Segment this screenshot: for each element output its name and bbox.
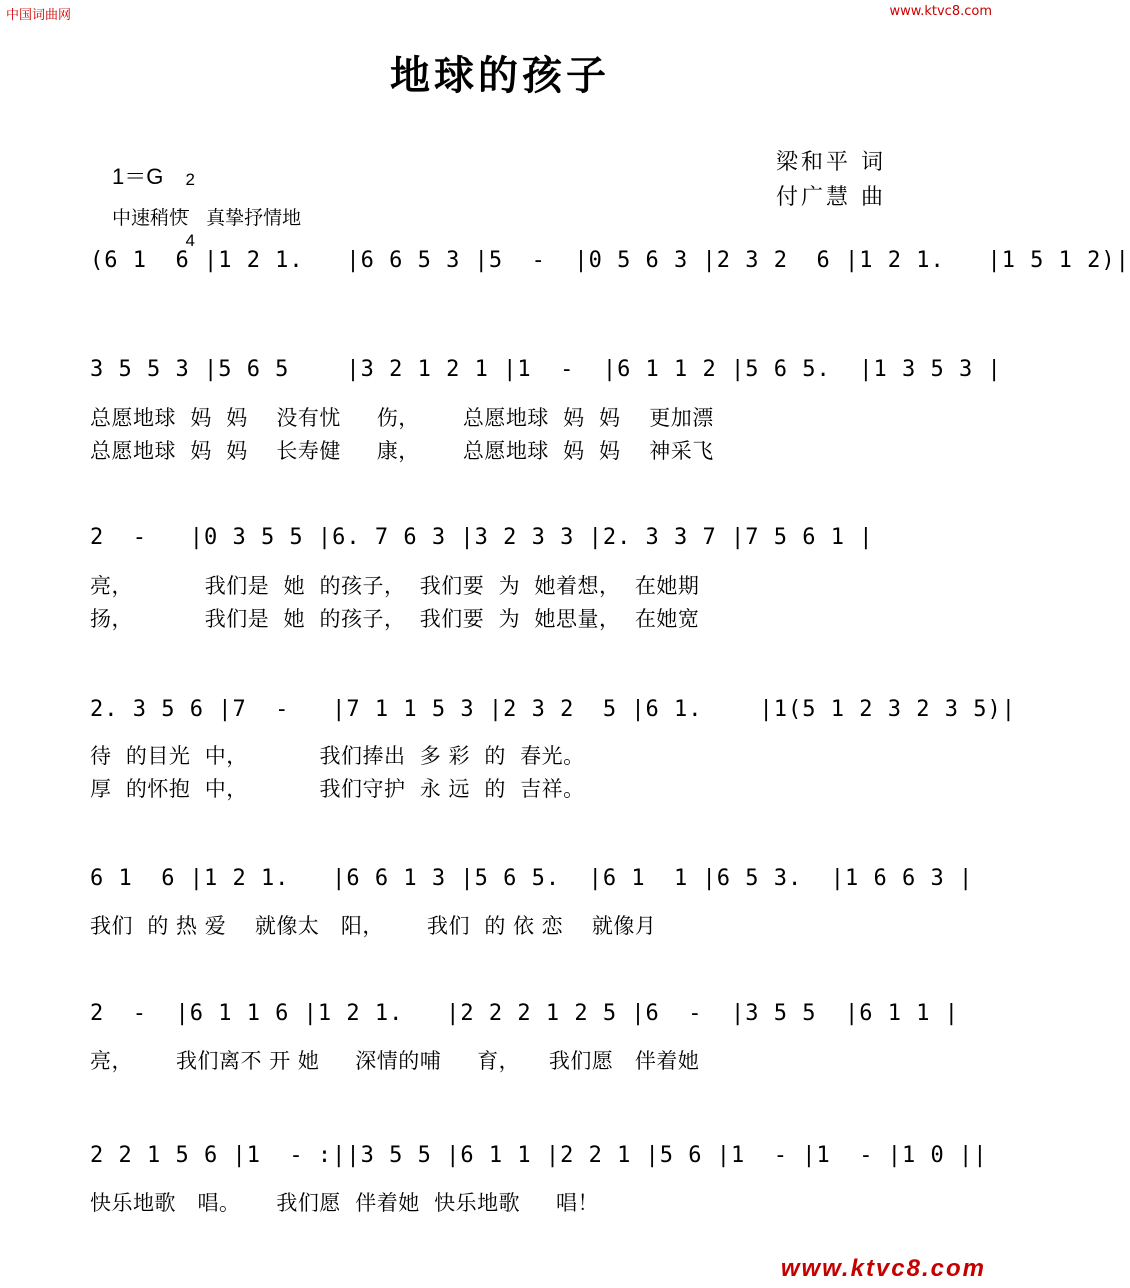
composer-credit: 付广慧 曲 bbox=[776, 185, 886, 210]
song-title: 地球的孩子 bbox=[390, 52, 610, 99]
notation-line-4: 2. 3 5 6 |7 - |7 1 1 5 3 |2 3 2 5 |6 1. |1(5 1 2 3 2 3 5)| bbox=[90, 697, 1016, 722]
lyric-line-6: 亮， 我们离不 开 她 深情的哺 育， 我们愿 伴着她 bbox=[90, 1049, 700, 1073]
time-signature bbox=[176, 150, 195, 251]
site-url-link[interactable]: www.ktvc8.com bbox=[889, 4, 992, 19]
lyric-line-2-verse-2: 总愿地球 妈 妈 长寿健 康， 总愿地球 妈 妈 神采飞 bbox=[90, 439, 714, 463]
time-signature-bottom: 4 bbox=[185, 231, 195, 250]
notation-line-3: 2 - |0 3 5 5 |6. 7 6 3 |3 2 3 3 |2. 3 3 7 |7 5 6 1 | bbox=[90, 525, 874, 550]
site-name-link[interactable]: 中国词曲网 bbox=[6, 8, 72, 23]
lyric-line-5: 我们 的 热 爱 就像太 阳， 我们 的 依 恋 就像月 bbox=[90, 914, 657, 938]
lyric-line-2-verse-1: 总愿地球 妈 妈 没有忧 伤， 总愿地球 妈 妈 更加漂 bbox=[90, 406, 714, 430]
key-signature: 1＝G bbox=[112, 164, 164, 189]
notation-line-7: 2 2 1 5 6 |1 - :||3 5 5 |6 1 1 |2 2 1 |5 6 |1 - |1 - |1 0 || bbox=[90, 1143, 988, 1168]
notation-line-5: 6 1 6 |1 2 1. |6 6 1 3 |5 6 5. |6 1 1 |6 5 3. |1 6 6 3 | bbox=[90, 866, 974, 891]
footer-watermark-logo: www.ktvc8.com bbox=[780, 1255, 986, 1282]
lyric-line-7: 快乐地歌 唱。 我们愿 伴着她 快乐地歌 唱！ bbox=[90, 1191, 599, 1215]
lyric-line-4-verse-2: 厚 的怀抱 中， 我们守护 永 远 的 吉祥。 bbox=[90, 777, 585, 801]
notation-line-6: 2 - |6 1 1 6 |1 2 1. |2 2 2 1 2 5 |6 - |3 5 5 |6 1 1 | bbox=[90, 1001, 959, 1026]
lyricist-credit: 梁和平 词 bbox=[776, 150, 886, 175]
lyric-line-4-verse-1: 待 的目光 中， 我们捧出 多 彩 的 春光。 bbox=[90, 744, 585, 768]
notation-line-2: 3 5 5 3 |5 6 5 |3 2 1 2 1 |1 - |6 1 1 2 |5 6 5. |1 3 5 3 | bbox=[90, 357, 1002, 382]
tempo-marking: 中速稍快 真挚抒情地 bbox=[112, 207, 302, 229]
time-signature-top: 2 bbox=[185, 170, 195, 189]
notation-line-1: (6 1 6 |1 2 1. |6 6 5 3 |5 - |0 5 6 3 |2 3 2 6 |1 2 1. |1 5 1 2)| bbox=[90, 248, 1130, 273]
lyric-line-3-verse-1: 亮， 我们是 她 的孩子， 我们要 为 她着想， 在她期 bbox=[90, 574, 700, 598]
lyric-line-3-verse-2: 扬， 我们是 她 的孩子， 我们要 为 她思量， 在她宽 bbox=[90, 607, 700, 631]
